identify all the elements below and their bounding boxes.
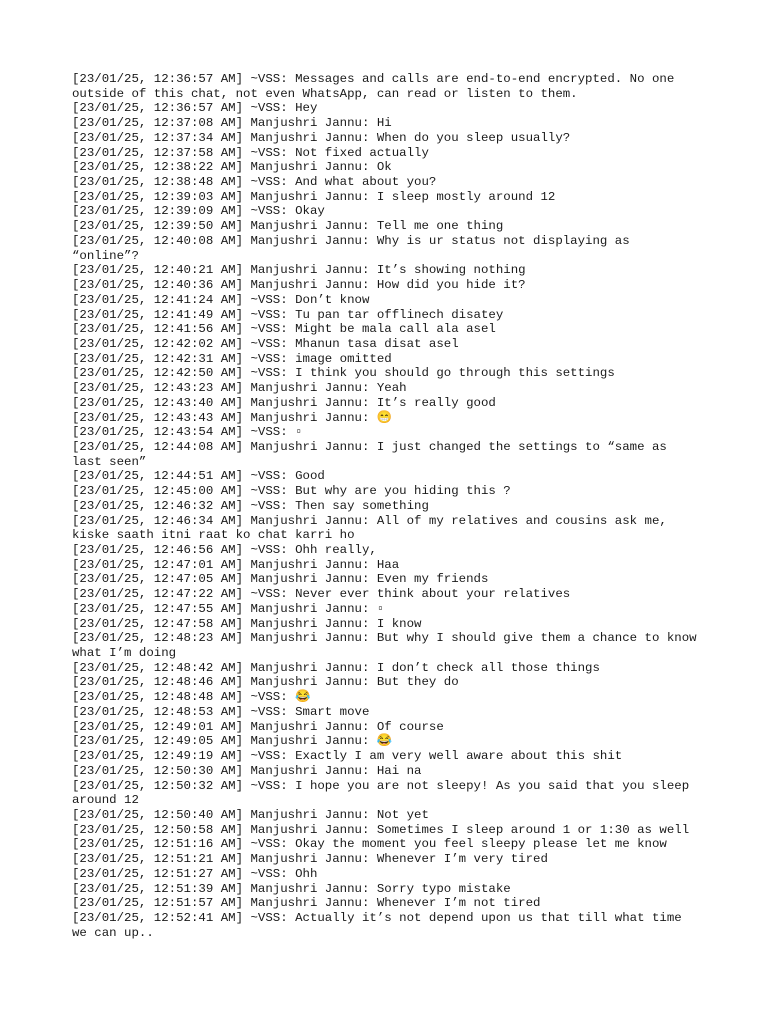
chat-message-line: [23/01/25, 12:50:30 AM] Manjushri Jannu: Hai na (72, 763, 422, 778)
chat-message-line: [23/01/25, 12:46:32 AM] ~VSS: Then say something (72, 498, 429, 513)
chat-message-line: [23/01/25, 12:48:48 AM] ~VSS: 😂 (72, 690, 311, 705)
chat-message-line: [23/01/25, 12:36:57 AM] ~VSS: Messages and calls are end-to-end encrypted. No one outside of this chat, not even WhatsApp, can read or listen to them. (72, 72, 682, 101)
chat-message-line: [23/01/25, 12:41:24 AM] ~VSS: Don’t know (72, 292, 370, 307)
chat-message-line: [23/01/25, 12:49:05 AM] Manjushri Jannu: 😂 (72, 734, 393, 749)
chat-message-line: [23/01/25, 12:38:48 AM] ~VSS: And what about you? (72, 175, 437, 190)
chat-message-line: [23/01/25, 12:40:08 AM] Manjushri Jannu: Why is ur status not displaying as “online”? (72, 233, 638, 263)
chat-message-line: [23/01/25, 12:49:19 AM] ~VSS: Exactly I am very well aware about this shit (72, 749, 623, 764)
chat-log (72, 72, 705, 940)
chat-message-line: [23/01/25, 12:48:23 AM] Manjushri Jannu: But why I should give them a chance to know what I’m doing (72, 631, 705, 661)
chat-message-line: [23/01/25, 12:50:40 AM] Manjushri Jannu: Not yet (72, 807, 429, 822)
chat-message-line: [23/01/25, 12:47:55 AM] Manjushri Jannu: ▫ (72, 601, 385, 616)
chat-message-line: [23/01/25, 12:51:39 AM] Manjushri Jannu: Sorry typo mistake (72, 881, 511, 896)
chat-message-line: [23/01/25, 12:41:49 AM] ~VSS: Tu pan tar offlinech disatey (72, 307, 504, 322)
chat-message-line: [23/01/25, 12:40:21 AM] Manjushri Jannu: It’s showing nothing (72, 263, 526, 278)
chat-message-line: [23/01/25, 12:42:02 AM] ~VSS: Mhanun tasa disat asel (72, 336, 459, 351)
chat-message-line: [23/01/25, 12:48:53 AM] ~VSS: Smart move (72, 704, 370, 719)
chat-message-line: [23/01/25, 12:37:58 AM] ~VSS: Not fixed actually (72, 145, 429, 160)
chat-message-line: [23/01/25, 12:37:34 AM] Manjushri Jannu: When do you sleep usually? (72, 130, 571, 145)
chat-message-line: [23/01/25, 12:47:58 AM] Manjushri Jannu: I know (72, 616, 422, 631)
chat-message-line: [23/01/25, 12:39:09 AM] ~VSS: Okay (72, 204, 325, 219)
chat-message-line: [23/01/25, 12:47:22 AM] ~VSS: Never ever think about your relatives (72, 587, 571, 602)
chat-message-line: [23/01/25, 12:43:54 AM] ~VSS: ▫ (72, 425, 303, 440)
chat-message-line: [23/01/25, 12:50:32 AM] ~VSS: I hope you are not sleepy! As you said that you sleep around 12 (72, 778, 697, 808)
chat-message-line: [23/01/25, 12:46:34 AM] Manjushri Jannu: All of my relatives and cousins ask me, kiske saath itni raat ko chat karri ho (72, 513, 675, 543)
chat-message-line: [23/01/25, 12:47:05 AM] Manjushri Jannu: Even my friends (72, 572, 489, 587)
chat-message-line: [23/01/25, 12:39:03 AM] Manjushri Jannu: I sleep mostly around 12 (72, 189, 556, 204)
chat-message-line: [23/01/25, 12:37:08 AM] Manjushri Jannu: Hi (72, 116, 392, 131)
chat-message-line: [23/01/25, 12:45:00 AM] ~VSS: But why are you hiding this ? (72, 484, 511, 499)
chat-message-line: [23/01/25, 12:42:31 AM] ~VSS: image omitted (72, 351, 392, 366)
chat-message-line: [23/01/25, 12:43:23 AM] Manjushri Jannu: Yeah (72, 381, 407, 396)
chat-message-line: [23/01/25, 12:51:27 AM] ~VSS: Ohh (72, 866, 318, 881)
chat-message-line: [23/01/25, 12:40:36 AM] Manjushri Jannu: How did you hide it? (72, 278, 526, 293)
chat-message-line: [23/01/25, 12:52:41 AM] ~VSS: Actually it’s not depend upon us that till what time we can up.. (72, 910, 690, 940)
chat-message-line: [23/01/25, 12:41:56 AM] ~VSS: Might be mala call ala asel (72, 322, 496, 337)
chat-message-line: [23/01/25, 12:46:56 AM] ~VSS: Ohh really, (72, 543, 377, 557)
chat-message-line: [23/01/25, 12:44:51 AM] ~VSS: Good (72, 469, 325, 484)
chat-message-line: [23/01/25, 12:51:16 AM] ~VSS: Okay the moment you feel sleepy please let me know (72, 837, 667, 852)
chat-message-line: [23/01/25, 12:47:01 AM] Manjushri Jannu: Haa (72, 557, 400, 572)
chat-message-line: [23/01/25, 12:42:50 AM] ~VSS: I think you should go through this settings (72, 366, 615, 381)
chat-message-line: [23/01/25, 12:44:08 AM] Manjushri Jannu: I just changed the settings to “same as last seen” (72, 439, 675, 469)
chat-message-line: [23/01/25, 12:39:50 AM] Manjushri Jannu: Tell me one thing (72, 219, 504, 234)
chat-message-line: [23/01/25, 12:51:57 AM] Manjushri Jannu: Whenever I’m not tired (72, 896, 541, 911)
chat-message-line: [23/01/25, 12:43:40 AM] Manjushri Jannu: It’s really good (72, 395, 496, 410)
chat-message-line: [23/01/25, 12:43:43 AM] Manjushri Jannu: 😁 (72, 410, 393, 425)
chat-message-line: [23/01/25, 12:36:57 AM] ~VSS: Hey (72, 101, 318, 116)
chat-message-line: [23/01/25, 12:48:42 AM] Manjushri Jannu: I don’t check all those things (72, 660, 600, 675)
chat-message-line: [23/01/25, 12:51:21 AM] Manjushri Jannu: Whenever I’m very tired (72, 852, 548, 867)
chat-message-line: [23/01/25, 12:48:46 AM] Manjushri Jannu: But they do (72, 675, 459, 690)
chat-message-line: [23/01/25, 12:38:22 AM] Manjushri Jannu: Ok (72, 160, 392, 175)
chat-message-line: [23/01/25, 12:50:58 AM] Manjushri Jannu: Sometimes I sleep around 1 or 1:30 as well (72, 822, 690, 837)
chat-message-line: [23/01/25, 12:49:01 AM] Manjushri Jannu: Of course (72, 719, 444, 734)
